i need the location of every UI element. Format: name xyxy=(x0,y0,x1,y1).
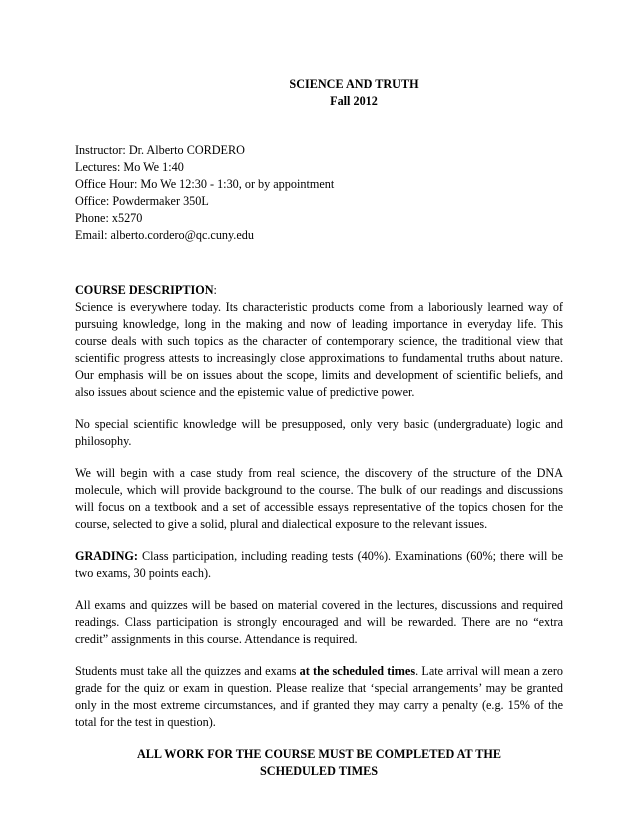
office-line: Office: Powdermaker 350L xyxy=(75,194,209,208)
footer-line-2: SCHEDULED TIMES xyxy=(260,764,378,778)
course-description-section xyxy=(75,282,563,533)
course-description-heading-text: COURSE DESCRIPTION xyxy=(75,283,214,297)
lectures-line: Lectures: Mo We 1:40 xyxy=(75,160,184,174)
grading-paragraph-2: All exams and quizzes will be based on material covered in the lectures, discussions and required readings. Class participation is strongly encouraged and will be rewarded. There are no “extra credit” assignments in this course. Attendance is required. xyxy=(75,598,563,646)
course-term: Fall 2012 xyxy=(330,94,378,108)
grading-p3-start: Students must take all the quizzes and exams xyxy=(75,664,300,678)
office-hour-line: Office Hour: Mo We 12:30 - 1:30, or by appointment xyxy=(75,177,335,191)
email-line: Email: alberto.cordero@qc.cuny.edu xyxy=(75,228,254,242)
grading-p3-end: . Late arrival will mean a zero grade for the quiz or exam in question. Please realize that ‘special arrangements’ may be granted only in the most extreme circumstances, and if granted they may carry a penalty (e.g. 15% of the total for the test in question). xyxy=(75,664,563,729)
grading-paragraph-1 xyxy=(75,548,563,582)
description-paragraph-2: No special scientific knowledge will be presupposed, only very basic (undergraduate) logic and philosophy. xyxy=(75,417,563,448)
grading-section xyxy=(75,548,563,731)
course-description-heading-colon: : xyxy=(213,283,217,297)
instructor-line: Instructor: Dr. Alberto CORDERO xyxy=(75,143,245,157)
grading-p3-bold: at the scheduled times xyxy=(299,664,416,678)
grading-heading: GRADING: xyxy=(75,549,138,563)
description-paragraph-1: Science is everywhere today. Its characteristic products come from a laboriously learned way of pursuing knowledge, long in the making and now of leading importance in everyday life. This course deals with such topics as the character of contemporary science, the traditional view that scientific progress attests to increasingly close approximations to fundamental truths about nature. Our emphasis will be on issues about the scope, limits and development of scientific beliefs, and also issues about science and the epistemic value of predictive power. xyxy=(75,300,563,399)
phone-line: Phone: x5270 xyxy=(75,211,143,225)
course-description-heading xyxy=(75,282,563,299)
grading-paragraph-3 xyxy=(75,663,563,731)
grading-text: Class participation, including reading tests (40%). Examinations (60%; there will be two exams, 30 points each). xyxy=(75,549,563,580)
course-title: SCIENCE AND TRUTH xyxy=(289,77,419,91)
description-paragraph-3: We will begin with a case study from real science, the discovery of the structure of the DNA molecule, which will provide background to the course. The bulk of our readings and discussions will focus on a textbook and a set of accessible essays representative of the topics chosen for the course, selected to give a solid, plural and dialectical exposure to the relevant issues. xyxy=(75,466,563,531)
footer-notice xyxy=(75,746,563,780)
document-header xyxy=(145,76,563,110)
footer-line-1: ALL WORK FOR THE COURSE MUST BE COMPLETED AT THE xyxy=(136,747,501,761)
instructor-info xyxy=(75,142,563,244)
